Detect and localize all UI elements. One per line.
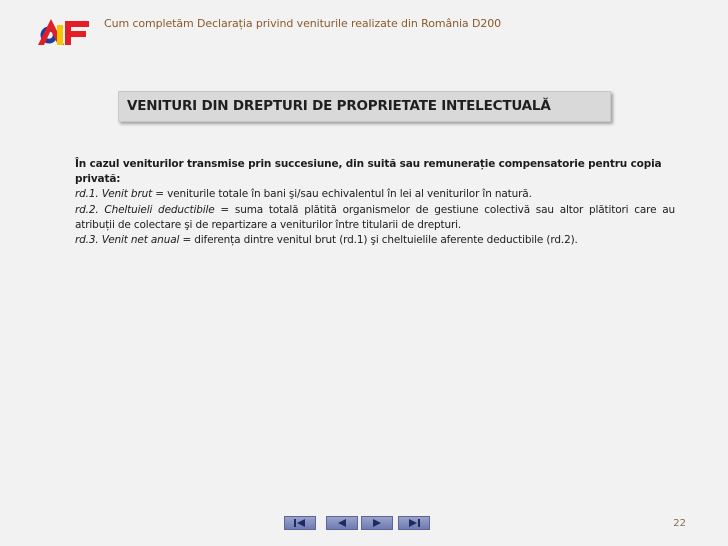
row-3-label: rd.3. Venit net anual [75, 234, 180, 247]
intro-text: În cazul veniturilor transmise prin succesiune, din suită sau remunerație compensatorie pentru copia privată: [75, 158, 662, 186]
row-1-text [75, 187, 675, 202]
skip-back-icon [292, 518, 308, 528]
row-2-description: = suma totală plătită organismelor de gestiune colectivă sau altor plătitori care au atribuții de colectare şi de repartizare a veniturilor între titularii de drepturi. [75, 203, 676, 231]
page-number: 22 [673, 518, 686, 529]
section-banner [118, 91, 611, 122]
arrow-left-icon [334, 518, 350, 528]
logo-yellow-bar [57, 25, 63, 45]
last-slide-button[interactable] [398, 516, 430, 530]
section-title: VENITURI DIN DREPTURI DE PROPRIETATE INTELECTUALĂ [127, 98, 551, 114]
row-2-label: rd.2. Cheltuieli deductibile [75, 203, 215, 216]
next-slide-button[interactable] [361, 516, 393, 530]
row-3-description: = diferența dintre venitul brut (rd.1) şi cheltuielile aferente deductibile (rd.2). [179, 234, 578, 247]
anaf-logo [34, 15, 96, 49]
previous-slide-button[interactable] [326, 516, 358, 530]
row-3-text [75, 233, 675, 248]
presentation-title: Cum completăm Declarația privind veniturile realizate din România D200 [104, 17, 502, 30]
first-slide-button[interactable] [284, 516, 316, 530]
row-1-description: = veniturile totale în bani şi/sau echivalentul în lei al veniturilor în natură. [152, 188, 532, 201]
row-1-label: rd.1. Venit brut [75, 188, 153, 201]
content-block [75, 157, 675, 248]
row-2-text [75, 203, 675, 233]
arrow-right-icon [369, 518, 385, 528]
logo-f-shape [65, 21, 89, 45]
skip-forward-icon [406, 518, 422, 528]
